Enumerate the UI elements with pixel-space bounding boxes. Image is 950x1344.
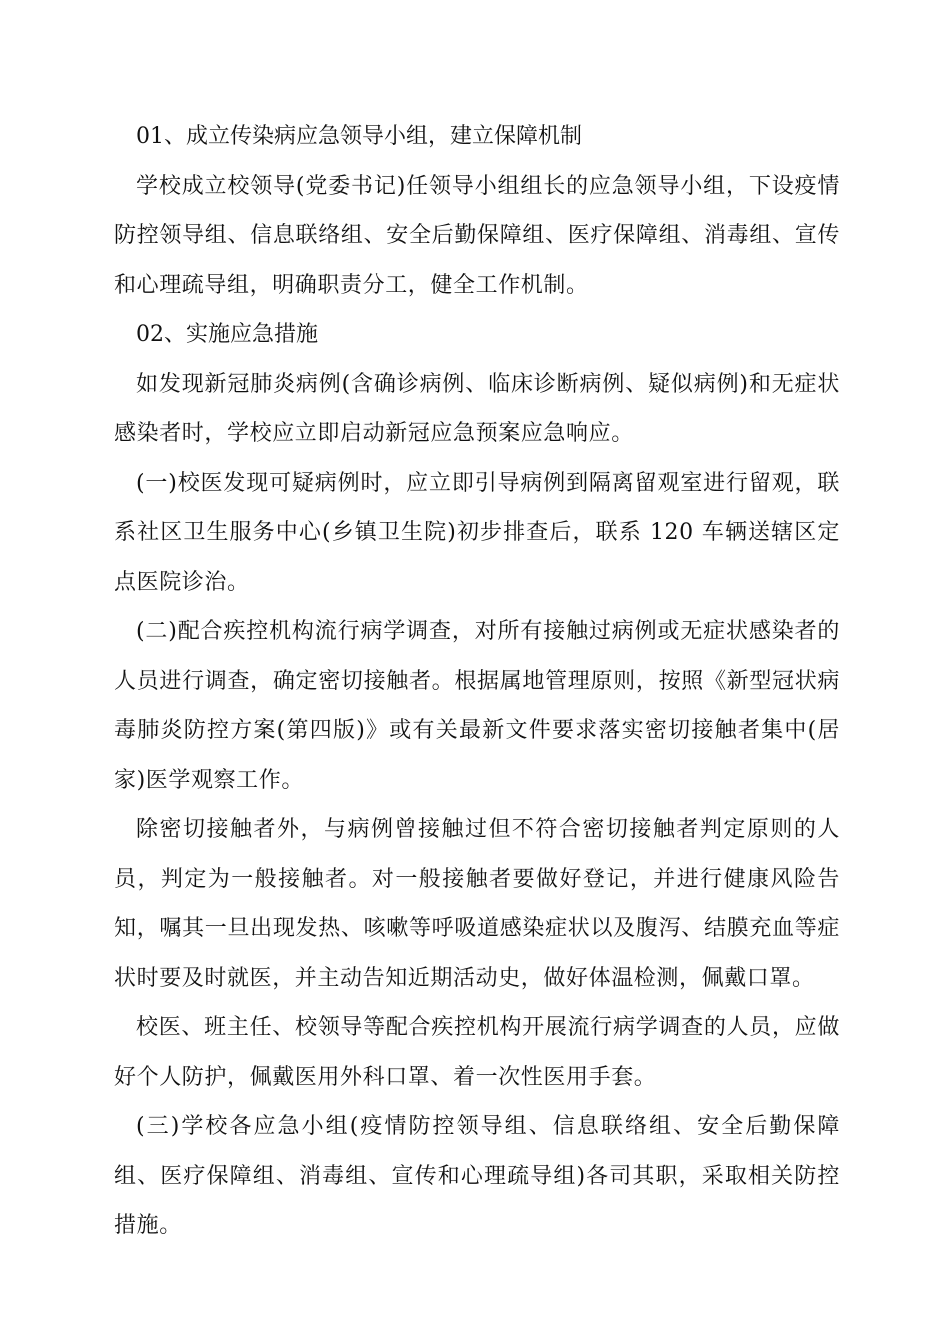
paragraph-personal-protection: 校医、班主任、校领导等配合疾控机构开展流行病学调查的人员，应做好个人防护，佩戴医用外科口罩、着一次性医用手套。: [114, 1015, 840, 1090]
paragraph-step-three: (三)学校各应急小组(疫情防控领导组、信息联络组、安全后勤保障组、医疗保障组、消毒组、宣传和心理疏导组)各司其职，采取相关防控措施。: [114, 1114, 840, 1238]
paragraph-emergency-response: 如发现新冠肺炎病例(含确诊病例、临床诊断病例、疑似病例)和无症状感染者时，学校应立即启动新冠应急预案应急响应。: [114, 371, 840, 446]
paragraph-step-one: (一)校医发现可疑病例时，应立即引导病例到隔离留观室进行留观，联系社区卫生服务中心(乡镇卫生院)初步排查后，联系 120 车辆送辖区定点医院诊治。: [114, 470, 840, 595]
document-body: [114, 112, 840, 1251]
paragraph-general-contacts: 除密切接触者外，与病例曾接触过但不符合密切接触者判定原则的人员，判定为一般接触者。对一般接触者要做好登记，并进行健康风险告知，嘱其一旦出现发热、咳嗽等呼吸道感染症状以及腹泻、结膜充血等症状时要及时就医，并主动告知近期活动史，做好体温检测，佩戴口罩。: [114, 817, 840, 991]
paragraph-step-two: (二)配合疾控机构流行病学调查，对所有接触过病例或无症状感染者的人员进行调查，确定密切接触者。根据属地管理原则，按照《新型冠状病毒肺炎防控方案(第四版)》或有关最新文件要求落实密切接触者集中(居家)医学观察工作。: [114, 619, 840, 793]
paragraph-leadership-group: 学校成立校领导(党委书记)任领导小组组长的应急领导小组，下设疫情防控领导组、信息联络组、安全后勤保障组、医疗保障组、消毒组、宣传和心理疏导组，明确职责分工，健全工作机制。: [114, 173, 840, 298]
section-heading-02: 02、实施应急措施: [136, 322, 318, 347]
section-heading-01: 01、成立传染病应急领导小组，建立保障机制: [136, 124, 582, 149]
